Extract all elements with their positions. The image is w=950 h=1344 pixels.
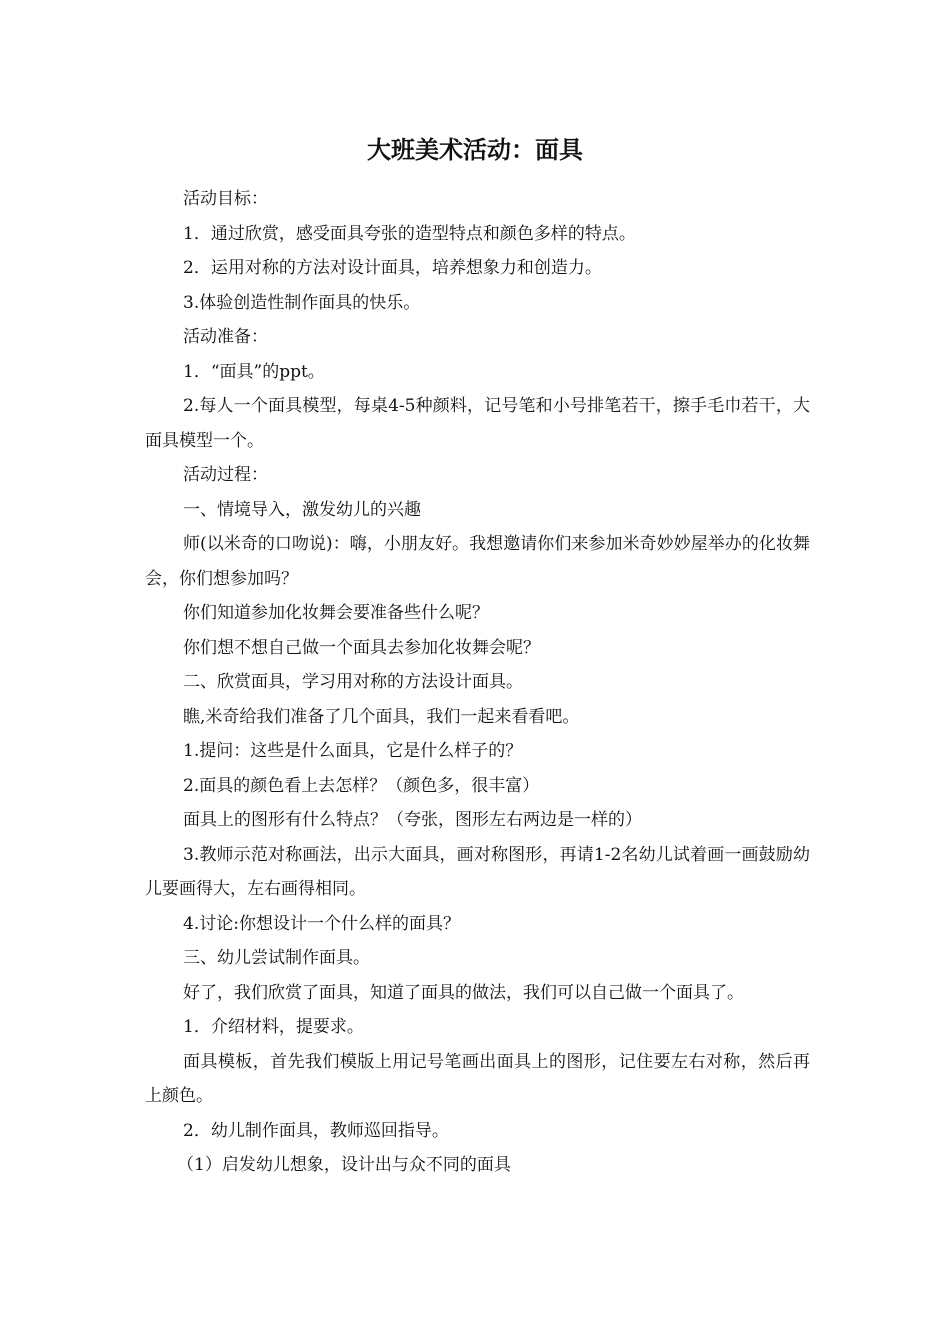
paragraph-section-3: 三、幼儿尝试制作面具。 — [183, 948, 370, 968]
document-title: 大班美术活动：面具 — [367, 136, 583, 164]
paragraph-materials: 1．介绍材料，提要求。 — [183, 1017, 364, 1037]
paragraph-question-2: 你们想不想自己做一个面具去参加化妆舞会呢？ — [183, 637, 540, 658]
paragraph-prep-2: 2.每人一个面具模型，每桌4-5种颜料，记号笔和小号排笔若干，擦手毛巾若干，大面具模型一个。 — [145, 396, 810, 451]
paragraph-demo: 3.教师示范对称画法，出示大面具，画对称图形，再请1-2名幼儿试着画一画鼓励幼儿要画得大，左右画得相同。 — [145, 844, 810, 899]
paragraph-look: 瞧,米奇给我们准备了几个面具，我们一起来看看吧。 — [183, 706, 580, 727]
document-body — [145, 182, 810, 1183]
paragraph-section-2: 二、欣赏面具，学习用对称的方法设计面具。 — [183, 672, 523, 692]
paragraph-transition: 好了，我们欣赏了面具，知道了面具的做法，我们可以自己做一个面具了。 — [183, 982, 744, 1003]
paragraph-features: 面具上的图形有什么特点？（夸张，图形左右两边是一样的） — [183, 810, 642, 830]
paragraph-prep-1: 1．“面具”的ppt。 — [183, 361, 325, 382]
paragraph-question-1: 你们知道参加化妆舞会要准备些什么呢？ — [183, 603, 489, 623]
paragraph-ask-2: 2.面具的颜色看上去怎样？（颜色多，很丰富） — [183, 775, 540, 796]
paragraph-goals-heading: 活动目标： — [183, 189, 268, 209]
paragraph-process-heading: 活动过程： — [183, 465, 268, 485]
paragraph-teacher-intro: 师(以米奇的口吻说)：嗨，小朋友好。我想邀请你们来参加米奇妙妙屋举办的化妆舞会，你们想参加吗？ — [145, 534, 810, 589]
paragraph-template: 面具模板，首先我们模版上用记号笔画出面具上的图形，记住要左右对称，然后再上颜色。 — [145, 1051, 810, 1106]
paragraph-goal-1: 1．通过欣赏，感受面具夸张的造型特点和颜色多样的特点。 — [183, 223, 636, 244]
paragraph-goal-3: 3.体验创造性制作面具的快乐。 — [183, 292, 421, 313]
paragraph-prep-heading: 活动准备： — [183, 327, 268, 347]
paragraph-discuss: 4.讨论:你想设计一个什么样的面具？ — [183, 913, 460, 934]
paragraph-make: 2．幼儿制作面具，教师巡回指导。 — [183, 1120, 449, 1141]
paragraph-goal-2: 2．运用对称的方法对设计面具，培养想象力和创造力。 — [183, 258, 602, 278]
paragraph-inspire: （1）启发幼儿想象，设计出与众不同的面具 — [177, 1155, 511, 1175]
paragraph-ask-1: 1.提问：这些是什么面具，它是什么样子的？ — [183, 741, 523, 761]
paragraph-section-1: 一、情境导入，激发幼儿的兴趣 — [183, 499, 421, 520]
